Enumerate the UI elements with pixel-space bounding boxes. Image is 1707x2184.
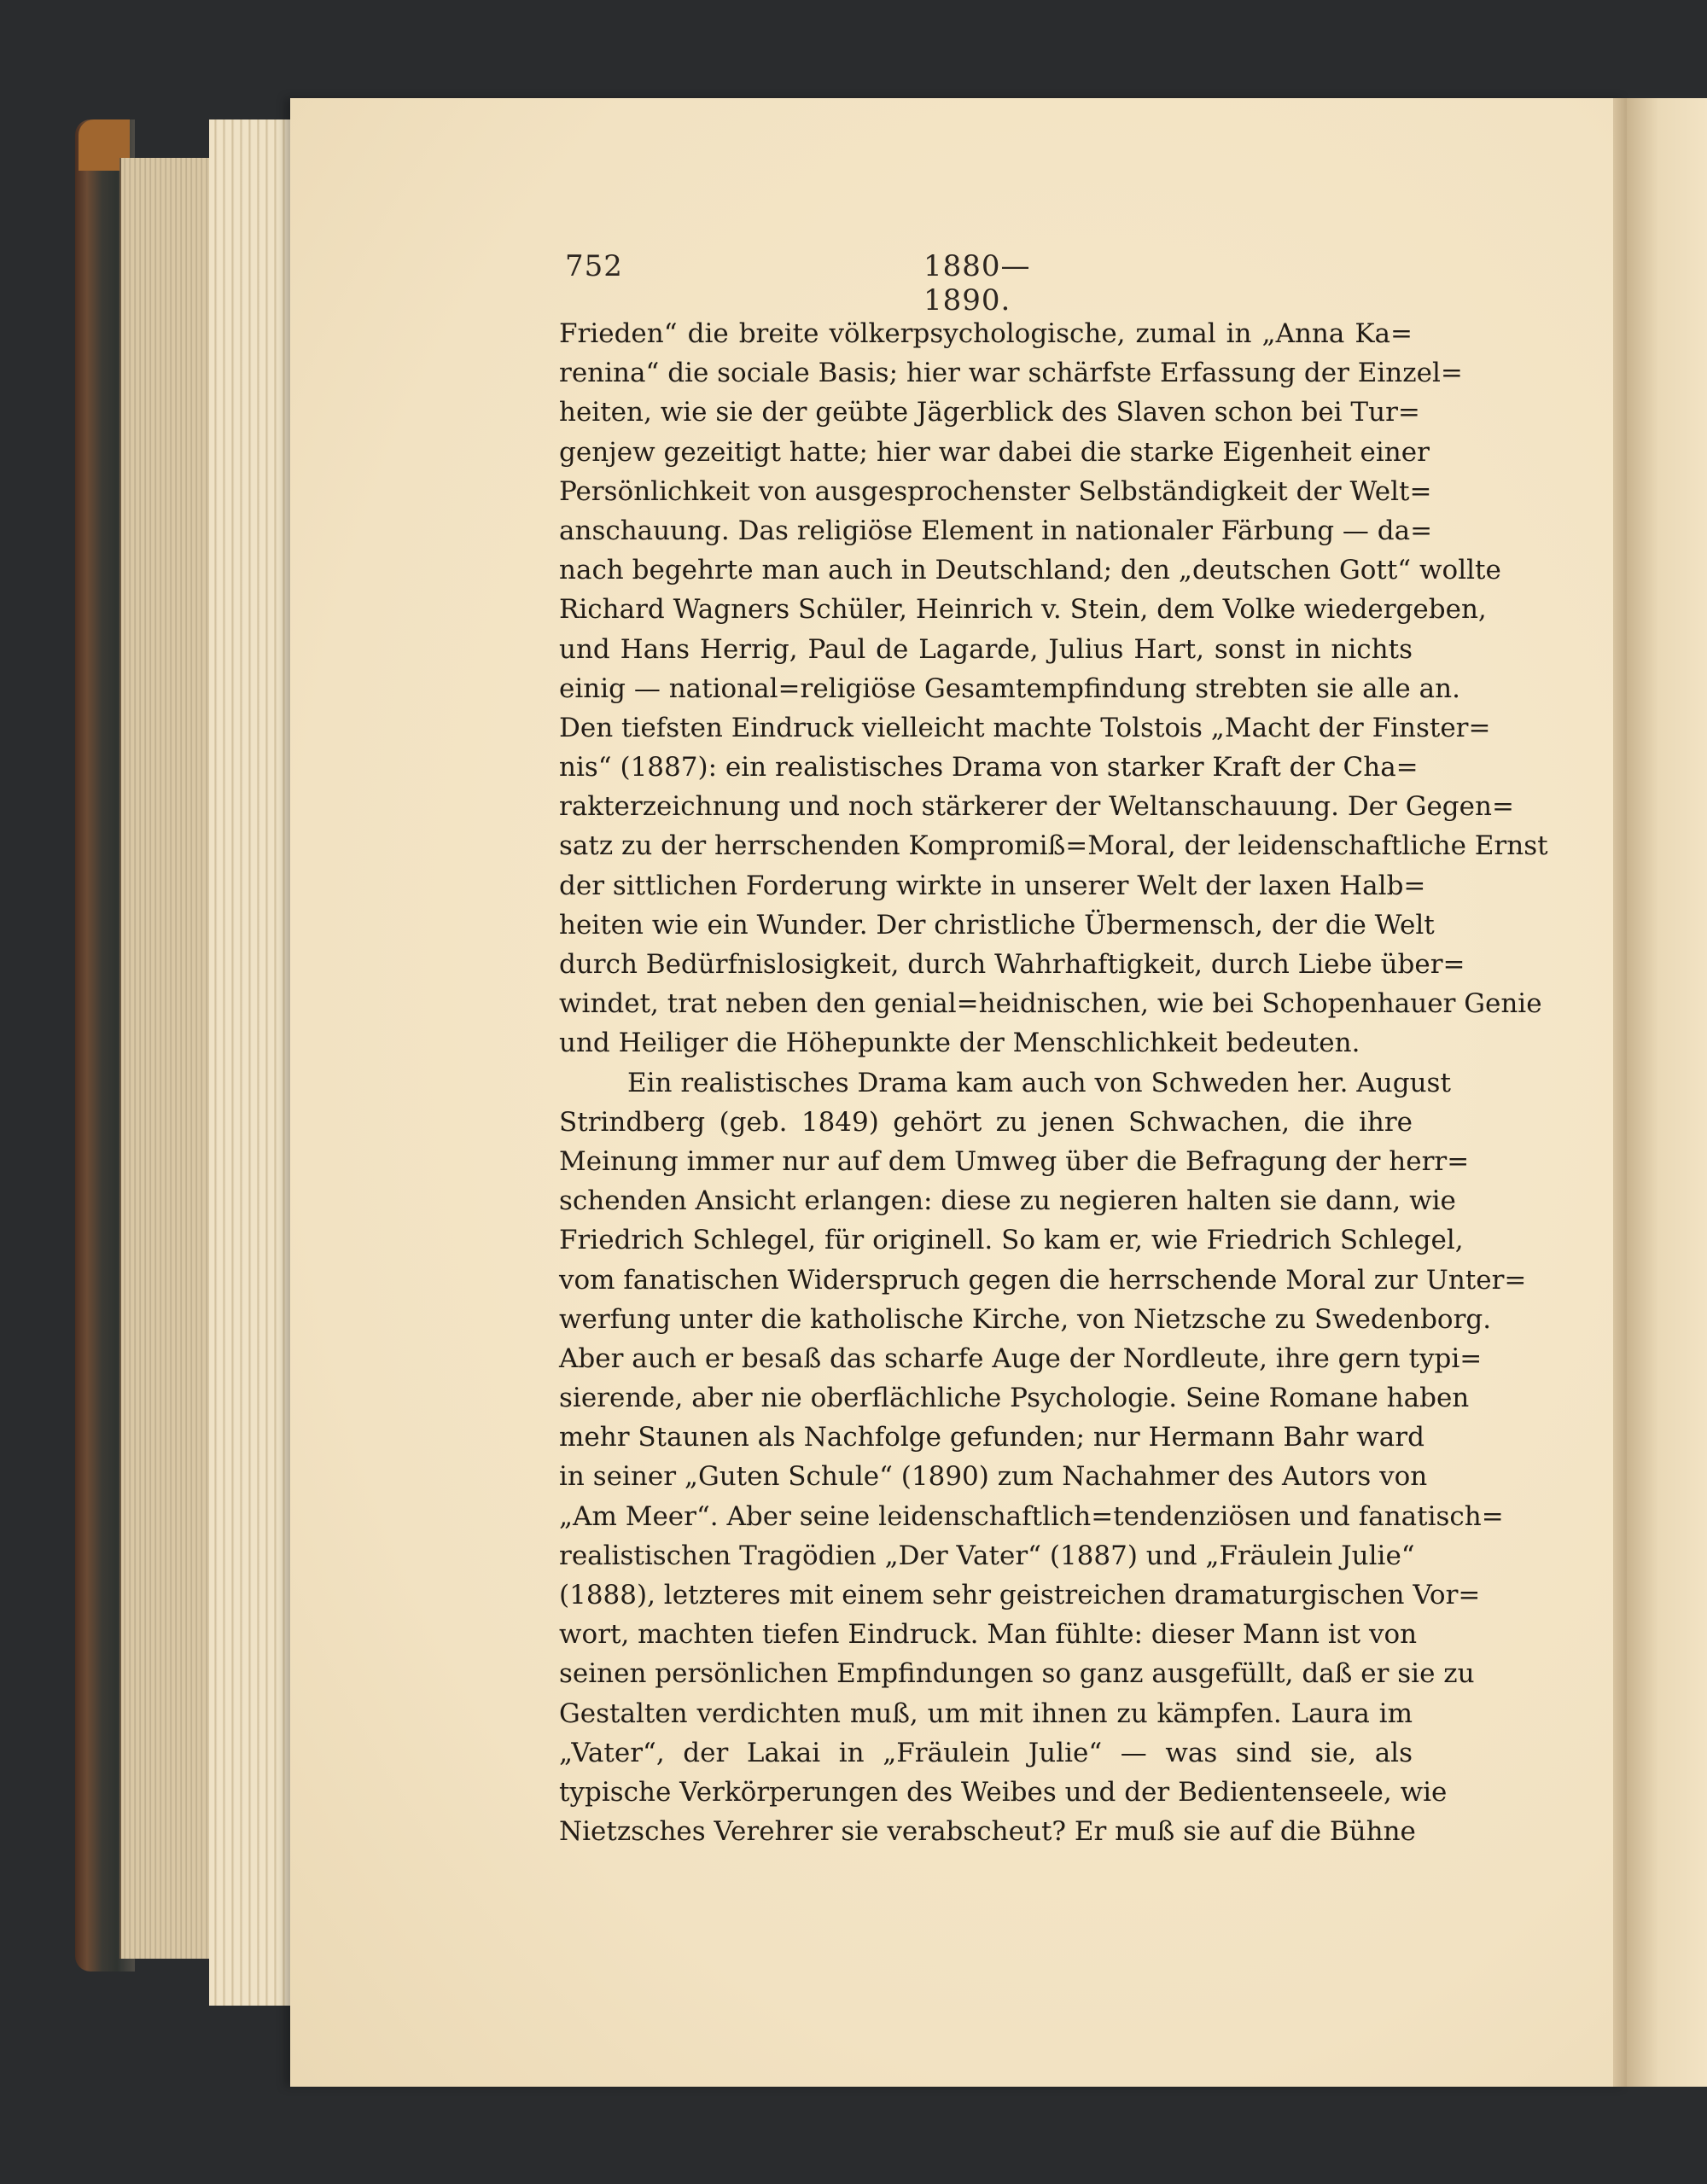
body-text: [559, 314, 1548, 1851]
text-line: rakterzeichnung und noch stärkerer der Weltanschauung. Der Gegen=: [559, 791, 1514, 823]
text-line: „Am Meer“. Aber seine leidenschaftlich=tendenziösen und fanatisch=: [559, 1500, 1504, 1532]
gutter: [1613, 98, 1627, 2087]
text-line: nis“ (1887): ein realistisches Drama von starker Kraft der Cha=: [559, 752, 1419, 783]
page-number: 752: [565, 249, 623, 283]
text-line: (1888), letzteres mit einem sehr geistreichen dramaturgischen Vor=: [559, 1580, 1481, 1610]
text-line: realistischen Tragödien „Der Vater“ (1887) und „Fräulein Julie“: [559, 1540, 1415, 1571]
text-line: satz zu der herrschenden Kompromiß=Moral, der leidenschaftliche Ernst: [559, 830, 1548, 862]
text-line: mehr Staunen als Nachfolge gefunden; nur Hermann Bahr ward: [559, 1422, 1424, 1453]
text-line: heiten wie ein Wunder. Der christliche Übermensch, der die Welt: [559, 909, 1435, 941]
page-header: [565, 249, 1077, 317]
text-line: windet, trat neben den genial=heidnischen, wie bei Schopenhauer Genie: [559, 988, 1542, 1020]
text-line: Nietzsches Verehrer sie verabscheut? Er muß sie auf die Bühne: [559, 1816, 1416, 1848]
text-line: Den tiefsten Eindruck vielleicht machte Tolstois „Macht der Finster=: [559, 712, 1491, 743]
facing-page-edge: [1627, 98, 1707, 2087]
text-line: einig — national=religiöse Gesamtempfindung strebten sie alle an.: [559, 673, 1460, 704]
text-line: renina“ die sociale Basis; hier war schärfste Erfassung der Einzel=: [559, 358, 1463, 389]
text-line: Persönlichkeit von ausgesprochenster Selbständigkeit der Welt=: [559, 475, 1432, 507]
text-line: Meinung immer nur auf dem Umweg über die Befragung der herr=: [559, 1145, 1470, 1177]
text-line: wort, machten tiefen Eindruck. Man fühlte: dieser Mann ist von: [559, 1619, 1418, 1651]
running-head: 1880—1890.: [923, 249, 1031, 317]
text-line: in seiner „Guten Schule“ (1890) zum Nachahmer des Autors von: [559, 1461, 1428, 1493]
text-line: Frieden“ die breite völkerpsychologische, zumal in „Anna Ka=: [559, 318, 1413, 349]
text-line: Richard Wagners Schüler, Heinrich v. Stein, dem Volke wiedergeben,: [559, 594, 1487, 626]
text-line: typische Verkörperungen des Weibes und der Bedientenseele, wie: [559, 1776, 1448, 1808]
text-line: Strindberg (geb. 1849) gehört zu jenen Schwachen, die ihre: [559, 1106, 1413, 1138]
text-line: und Heiliger die Höhepunkte der Menschlichkeit bedeuten.: [559, 1028, 1360, 1059]
text-line: vom fanatischen Widerspruch gegen die herrschende Moral zur Unter=: [559, 1264, 1527, 1296]
text-line: „Vater“, der Lakai in „Fräulein Julie“ — was sind sie, als: [559, 1737, 1413, 1768]
text-line: schenden Ansicht erlangen: diese zu negieren halten sie dann, wie: [559, 1185, 1456, 1217]
page-edges: [209, 119, 294, 2006]
text-line: seinen persönlichen Empfindungen so ganz ausgefüllt, daß er sie zu: [559, 1658, 1475, 1690]
text-line: Ein realistisches Drama kam auch von Schweden her. August: [627, 1067, 1451, 1098]
text-line: heiten, wie sie der geübte Jägerblick des Slaven schon bei Tur=: [559, 397, 1420, 428]
text-line: nach begehrte man auch in Deutschland; den „deutschen Gott“ wollte: [559, 555, 1501, 586]
text-line: durch Bedürfnislosigkeit, durch Wahrhaftigkeit, durch Liebe über=: [559, 949, 1465, 980]
text-line: Aber auch er besaß das scharfe Auge der Nordleute, ihre gern typi=: [559, 1342, 1483, 1374]
text-line: Friedrich Schlegel, für originell. So kam er, wie Friedrich Schlegel,: [559, 1225, 1464, 1256]
text-line: sierende, aber nie oberflächliche Psychologie. Seine Romane haben: [559, 1383, 1470, 1414]
text-line: der sittlichen Forderung wirkte in unserer Welt der laxen Halb=: [559, 870, 1426, 901]
text-line: werfung unter die katholische Kirche, von Nietzsche zu Swedenborg.: [559, 1303, 1492, 1335]
text-line: anschauung. Das religiöse Element in nationaler Färbung — da=: [559, 515, 1433, 546]
text-line: Gestalten verdichten muß, um mit ihnen zu kämpfen. Laura im: [559, 1698, 1413, 1729]
text-line: und Hans Herrig, Paul de Lagarde, Julius Hart, sonst in nichts: [559, 633, 1413, 665]
text-line: genjew gezeitigt hatte; hier war dabei die starke Eigenheit einer: [559, 436, 1430, 468]
